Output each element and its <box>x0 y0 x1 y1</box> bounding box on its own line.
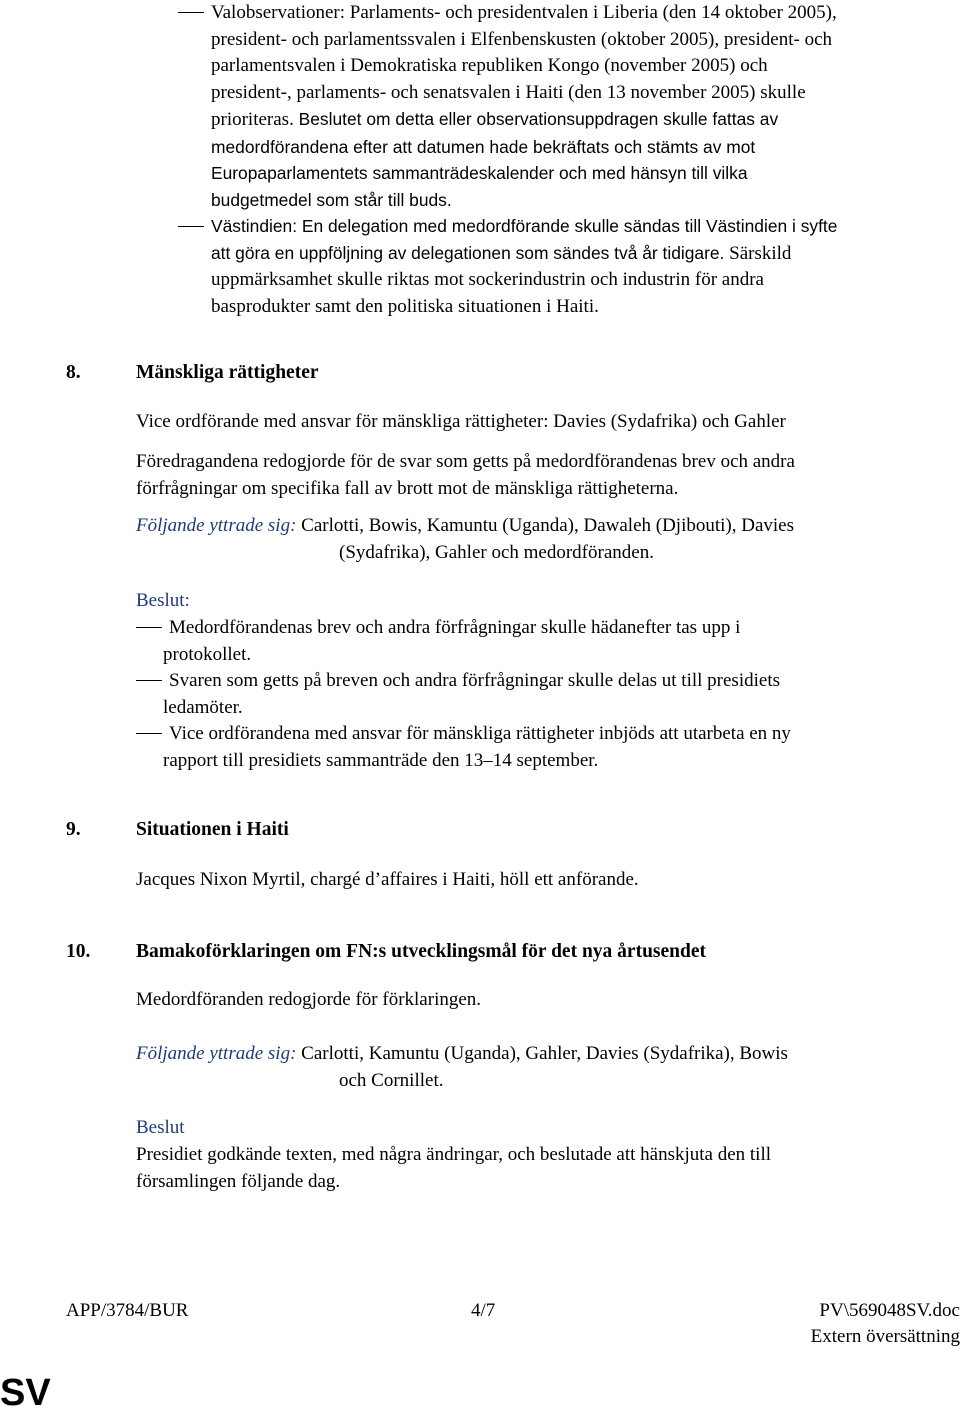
dash-marker <box>136 733 162 734</box>
footer-file-name: PV\569048SV.doc <box>819 1300 960 1321</box>
dash-marker <box>136 680 162 681</box>
section-10-text: Medordföranden redogjorde för förklaringen. <box>136 989 482 1010</box>
list-item: Svaren som getts på breven och andra förfrågningar skulle delas ut till presidiets <box>136 668 791 695</box>
section-8-title: Mänskliga rättigheter <box>136 362 319 383</box>
section-8-number: 8. <box>66 362 81 383</box>
dash-marker <box>136 627 162 628</box>
list-item: Medordförandenas brev och andra förfrågningar skulle hädanefter tas upp i <box>136 615 791 642</box>
section-9-number: 9. <box>66 819 81 840</box>
footer-doc-code: APP/3784/BUR <box>66 1300 189 1321</box>
section-8-paragraph: Föredragandena redogjorde för de svar som getts på medordförandenas brev och andra förfrågningar om specifika fall av brott mot de mänskliga rättigheterna. <box>136 451 795 499</box>
section-10-number: 10. <box>66 941 91 962</box>
vice-chair-line: Vice ordförande med ansvar för mänskliga rättigheter: Davies (Sydafrika) och Gahler <box>136 411 786 432</box>
footer-language-code: SV <box>0 1372 51 1414</box>
beslut-list: Medordförandenas brev och andra förfrågningar skulle hädanefter tas upp i protokollet. Svaren som getts på breven och andra förfrågningar skulle delas ut till presidiets ledamöter. Vice ordförandena med ansvar för mänskliga rättigheter inbjöds att utarbeta en ny rapport till presidiets sammanträde den 13–14 september. <box>136 615 791 774</box>
section-8-speakers: Följande yttrade sig: Carlotti, Bowis, Kamuntu (Uganda), Dawaleh (Djibouti), Davies (Sydafrika), Gahler och medordföranden. <box>136 515 795 563</box>
footer-translation-note: Extern översättning <box>810 1326 960 1347</box>
speakers-label: Följande yttrade sig: <box>136 1043 297 1064</box>
dash-marker <box>178 12 204 13</box>
dash-marker <box>178 226 204 227</box>
speakers-label: Följande yttrade sig: <box>136 515 297 536</box>
bullet-valobservationer: Valobservationer: Parlaments- och presidentvalen i Liberia (den 14 oktober 2005), president- och parlamentssvalen i Elfenbenskusten (oktober 2005), president- och parlamentsvalen i Demokratiska republiken Kongo (november 2005) och president-, parlaments- och senatsvalen i Haiti (den 13 november 2005) skulle prioriteras. Beslutet om detta eller observationsuppdragen skulle fattas av medordförandena efter att datumen hade bekräftats och stämts av mot Europaparlamentets sammanträdeskalender och med hänsyn till vilka budgetmedel som står till buds. Västindien: En delegation med medordförande skulle sändas till Västindien i syfte att göra en uppföljning av delegationen som sändes två år tidigare. Särskild uppmärksamhet skulle riktas mot sockerindustrin och industrin för andra basprodukter samt den politiska situationen i Haiti. <box>178 0 960 320</box>
section-9-title: Situationen i Haiti <box>136 819 289 840</box>
section-9-text: Jacques Nixon Myrtil, chargé d’affaires i Haiti, höll ett anförande. <box>136 869 639 890</box>
list-item: Vice ordförandena med ansvar för mänskliga rättigheter inbjöds att utarbeta en ny <box>136 721 791 748</box>
beslut-label: Beslut: <box>136 590 190 611</box>
section-10-title: Bamakoförklaringen om FN:s utvecklingsmål för det nya årtusendet <box>136 941 707 962</box>
section-10-speakers: Följande yttrade sig: Carlotti, Kamuntu (Uganda), Gahler, Davies (Sydafrika), Bowis och Cornillet. <box>136 1043 788 1091</box>
beslut-label: Beslut <box>136 1117 185 1138</box>
footer-page-number: 4/7 <box>471 1300 496 1321</box>
section-10-paragraph: Presidiet godkände texten, med några ändringar, och beslutade att hänskjuta den till församlingen följande dag. <box>136 1144 772 1192</box>
